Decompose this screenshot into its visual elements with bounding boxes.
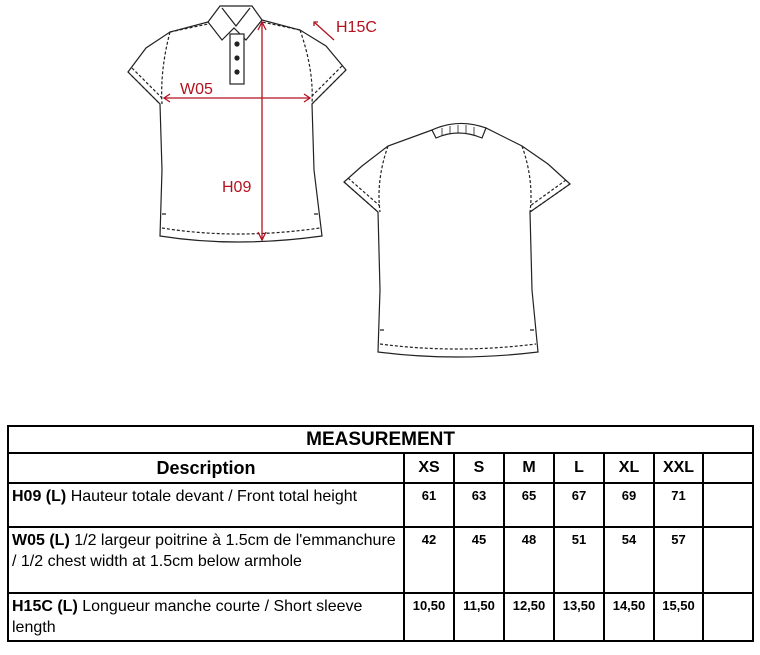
w05-label: W05 [180,81,213,98]
empty-cell [703,593,753,641]
size-header-xs: XS [404,453,454,483]
value-cell: 51 [554,527,604,593]
value-cell: 69 [604,483,654,527]
value-cell: 63 [454,483,504,527]
value-cell: 11,50 [454,593,504,641]
row-description [8,593,404,641]
size-header-xl: XL [604,453,654,483]
empty-cell [703,483,753,527]
front-polo-shirt [128,6,346,242]
row-description [8,483,404,527]
value-cell: 57 [654,527,703,593]
h09-label: H09 [222,179,252,196]
value-cell: 10,50 [404,593,454,641]
table-row [8,483,753,527]
description-header: Description [8,453,404,483]
value-cell: 42 [404,527,454,593]
table-title: MEASUREMENT [8,426,753,453]
value-cell: 48 [504,527,554,593]
size-header-xxl: XXL [654,453,703,483]
value-cell: 45 [454,527,504,593]
row-code: W05 (L) [12,532,70,549]
row-description [8,527,404,593]
size-header-m: M [504,453,554,483]
value-cell: 15,50 [654,593,703,641]
table-row [8,593,753,641]
row-code: H09 (L) [12,488,67,505]
value-cell: 14,50 [604,593,654,641]
value-cell: 71 [654,483,703,527]
row-code: H15C (L) [12,598,78,615]
row-text: Hauteur totale devant / Front total height [70,488,358,505]
measurement-table [7,425,754,642]
size-header-s: S [454,453,504,483]
value-cell: 13,50 [554,593,604,641]
h15c-label: H15C [336,19,377,36]
value-cell: 12,50 [504,593,554,641]
back-polo-shirt [344,123,570,357]
value-cell: 67 [554,483,604,527]
value-cell: 61 [404,483,454,527]
row-text: 1/2 largeur poitrine à 1.5cm de l'emmanchure / 1/2 chest width at 1.5cm below armhole [12,532,396,570]
row-text: Longueur manche courte / Short sleeve length [12,598,363,636]
empty-cell [703,527,753,593]
value-cell: 65 [504,483,554,527]
empty-header-cell [703,453,753,483]
value-cell: 54 [604,527,654,593]
table-row [8,527,753,593]
size-header-l: L [554,453,604,483]
